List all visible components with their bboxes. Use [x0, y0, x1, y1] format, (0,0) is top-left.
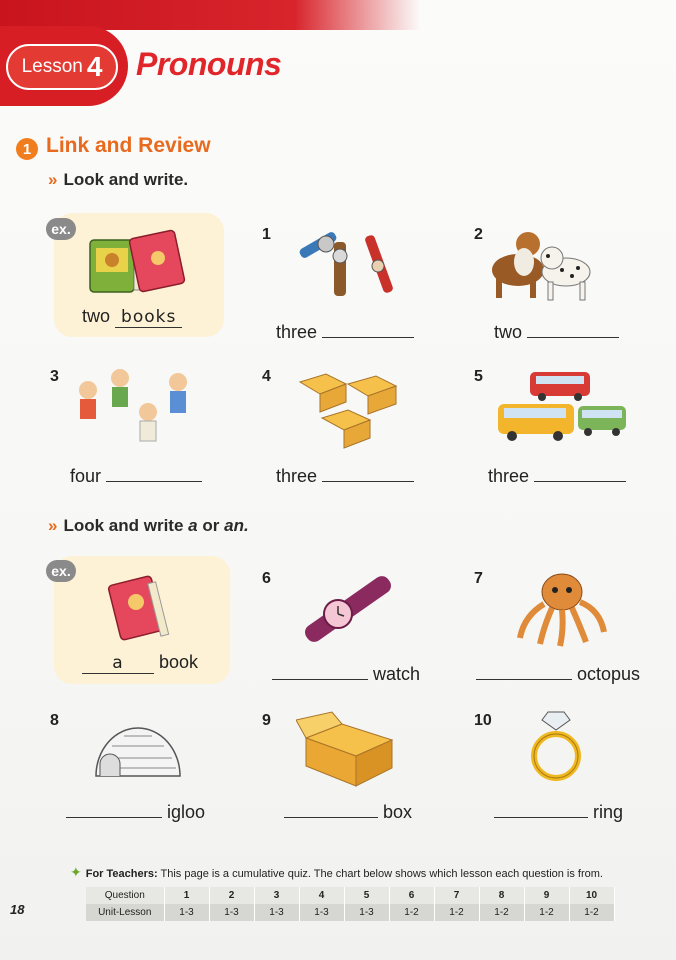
teacher-note-text: This page is a cumulative quiz. The chart below shows which lesson each question is from. — [160, 868, 603, 880]
buses-icon — [494, 370, 630, 444]
item-8-word: igloo — [167, 802, 206, 822]
table-cell: 4 — [299, 887, 344, 904]
table-cell: 1-3 — [299, 904, 344, 921]
table-cell: 1-3 — [254, 904, 299, 921]
answer-blank[interactable] — [284, 802, 378, 818]
table-header-unit-lesson: Unit-Lesson — [86, 904, 164, 921]
example-prefix: two — [82, 306, 111, 326]
item-number: 9 — [262, 712, 271, 729]
table-row — [86, 887, 614, 904]
item-number: 3 — [50, 368, 59, 385]
table-row — [86, 904, 614, 921]
instruction-an: an. — [224, 516, 249, 535]
answer-blank[interactable] — [527, 322, 619, 338]
answer-blank[interactable] — [322, 322, 414, 338]
lesson-number: 4 — [86, 51, 103, 82]
lesson-word: Lesson — [21, 56, 83, 77]
table-cell: 6 — [389, 887, 434, 904]
instruction-text: Look and write — [63, 516, 184, 535]
table-cell: 9 — [524, 887, 569, 904]
example-answer: books — [115, 307, 182, 328]
table-cell: 5 — [344, 887, 389, 904]
item-number: 7 — [474, 570, 483, 587]
item-6-word: watch — [373, 664, 421, 684]
instruction-look-and-write — [48, 170, 188, 190]
item-4-word: three — [276, 466, 318, 486]
box-icon — [296, 710, 400, 790]
dogs-icon — [482, 222, 606, 306]
item-10-text — [494, 802, 623, 823]
double-chevron-icon: » — [48, 516, 58, 535]
section-number-badge: 1 — [16, 138, 38, 160]
item-6-text — [272, 664, 420, 685]
table-cell: 3 — [254, 887, 299, 904]
answer-blank[interactable] — [494, 802, 588, 818]
watches-icon — [292, 226, 408, 302]
item-9-text — [284, 802, 412, 823]
igloo-icon — [90, 714, 184, 780]
item-number: 5 — [474, 368, 483, 385]
answer-blank[interactable] — [106, 466, 202, 482]
item-4-text — [276, 466, 414, 487]
item-number: 4 — [262, 368, 271, 385]
table-cell: 1 — [164, 887, 209, 904]
example-word: book — [159, 652, 199, 672]
item-number: 10 — [474, 712, 492, 729]
item-5-word: three — [488, 466, 530, 486]
table-cell: 1-2 — [569, 904, 614, 921]
table-header-question: Question — [86, 887, 164, 904]
watch-icon — [292, 566, 404, 652]
example-answer-line — [82, 306, 182, 328]
item-1-text — [276, 322, 414, 343]
table-cell: 1-3 — [164, 904, 209, 921]
item-7-word: octopus — [577, 664, 641, 684]
section-title: Link and Review — [46, 134, 211, 157]
answer-blank[interactable] — [476, 664, 572, 680]
table-cell: 2 — [209, 887, 254, 904]
item-7-text — [476, 664, 640, 685]
ring-icon — [526, 708, 586, 788]
instruction-or: or — [202, 516, 220, 535]
item-number: 1 — [262, 226, 271, 243]
table-cell: 1-3 — [344, 904, 389, 921]
item-number: 6 — [262, 570, 271, 587]
instruction-a-or-an — [48, 516, 249, 536]
double-chevron-icon: » — [48, 170, 58, 189]
item-5-text — [488, 466, 626, 487]
children-icon — [70, 368, 200, 448]
teacher-note — [70, 864, 603, 881]
table-cell: 8 — [479, 887, 524, 904]
sprout-icon: ✦ — [70, 864, 82, 880]
table-cell: 1-3 — [209, 904, 254, 921]
octopus-icon — [514, 566, 610, 648]
example-tag: ex. — [46, 560, 76, 582]
instruction-a: a — [188, 516, 198, 535]
table-cell: 10 — [569, 887, 614, 904]
item-2-word: two — [494, 322, 523, 342]
item-2-text — [494, 322, 619, 343]
table-cell: 1-2 — [479, 904, 524, 921]
book-icon — [104, 572, 182, 646]
answer-blank[interactable] — [534, 466, 626, 482]
answer-blank[interactable] — [66, 802, 162, 818]
example-tag: ex. — [46, 218, 76, 240]
lesson-pill — [6, 44, 118, 90]
instruction-text: Look and write. — [63, 170, 189, 189]
item-1-word: three — [276, 322, 318, 342]
example-answer-line — [82, 652, 198, 674]
item-number: 2 — [474, 226, 483, 243]
answer-blank[interactable] — [272, 664, 368, 680]
table-cell: 1-2 — [434, 904, 479, 921]
books-icon — [84, 228, 196, 300]
item-3-word: four — [70, 466, 102, 486]
teacher-label: For Teachers: — [85, 868, 158, 880]
example-answer: a — [82, 653, 154, 674]
table-cell: 1-2 — [524, 904, 569, 921]
question-lesson-table — [86, 887, 615, 921]
item-number: 8 — [50, 712, 59, 729]
page-title: Pronouns — [136, 46, 282, 82]
page-number: 18 — [10, 902, 25, 917]
item-8-text — [66, 802, 205, 823]
item-3-text — [70, 466, 202, 487]
table-cell: 1-2 — [389, 904, 434, 921]
boxes-icon — [296, 370, 406, 450]
table-cell: 7 — [434, 887, 479, 904]
item-9-word: box — [383, 802, 413, 822]
item-10-word: ring — [593, 802, 624, 822]
answer-blank[interactable] — [322, 466, 414, 482]
